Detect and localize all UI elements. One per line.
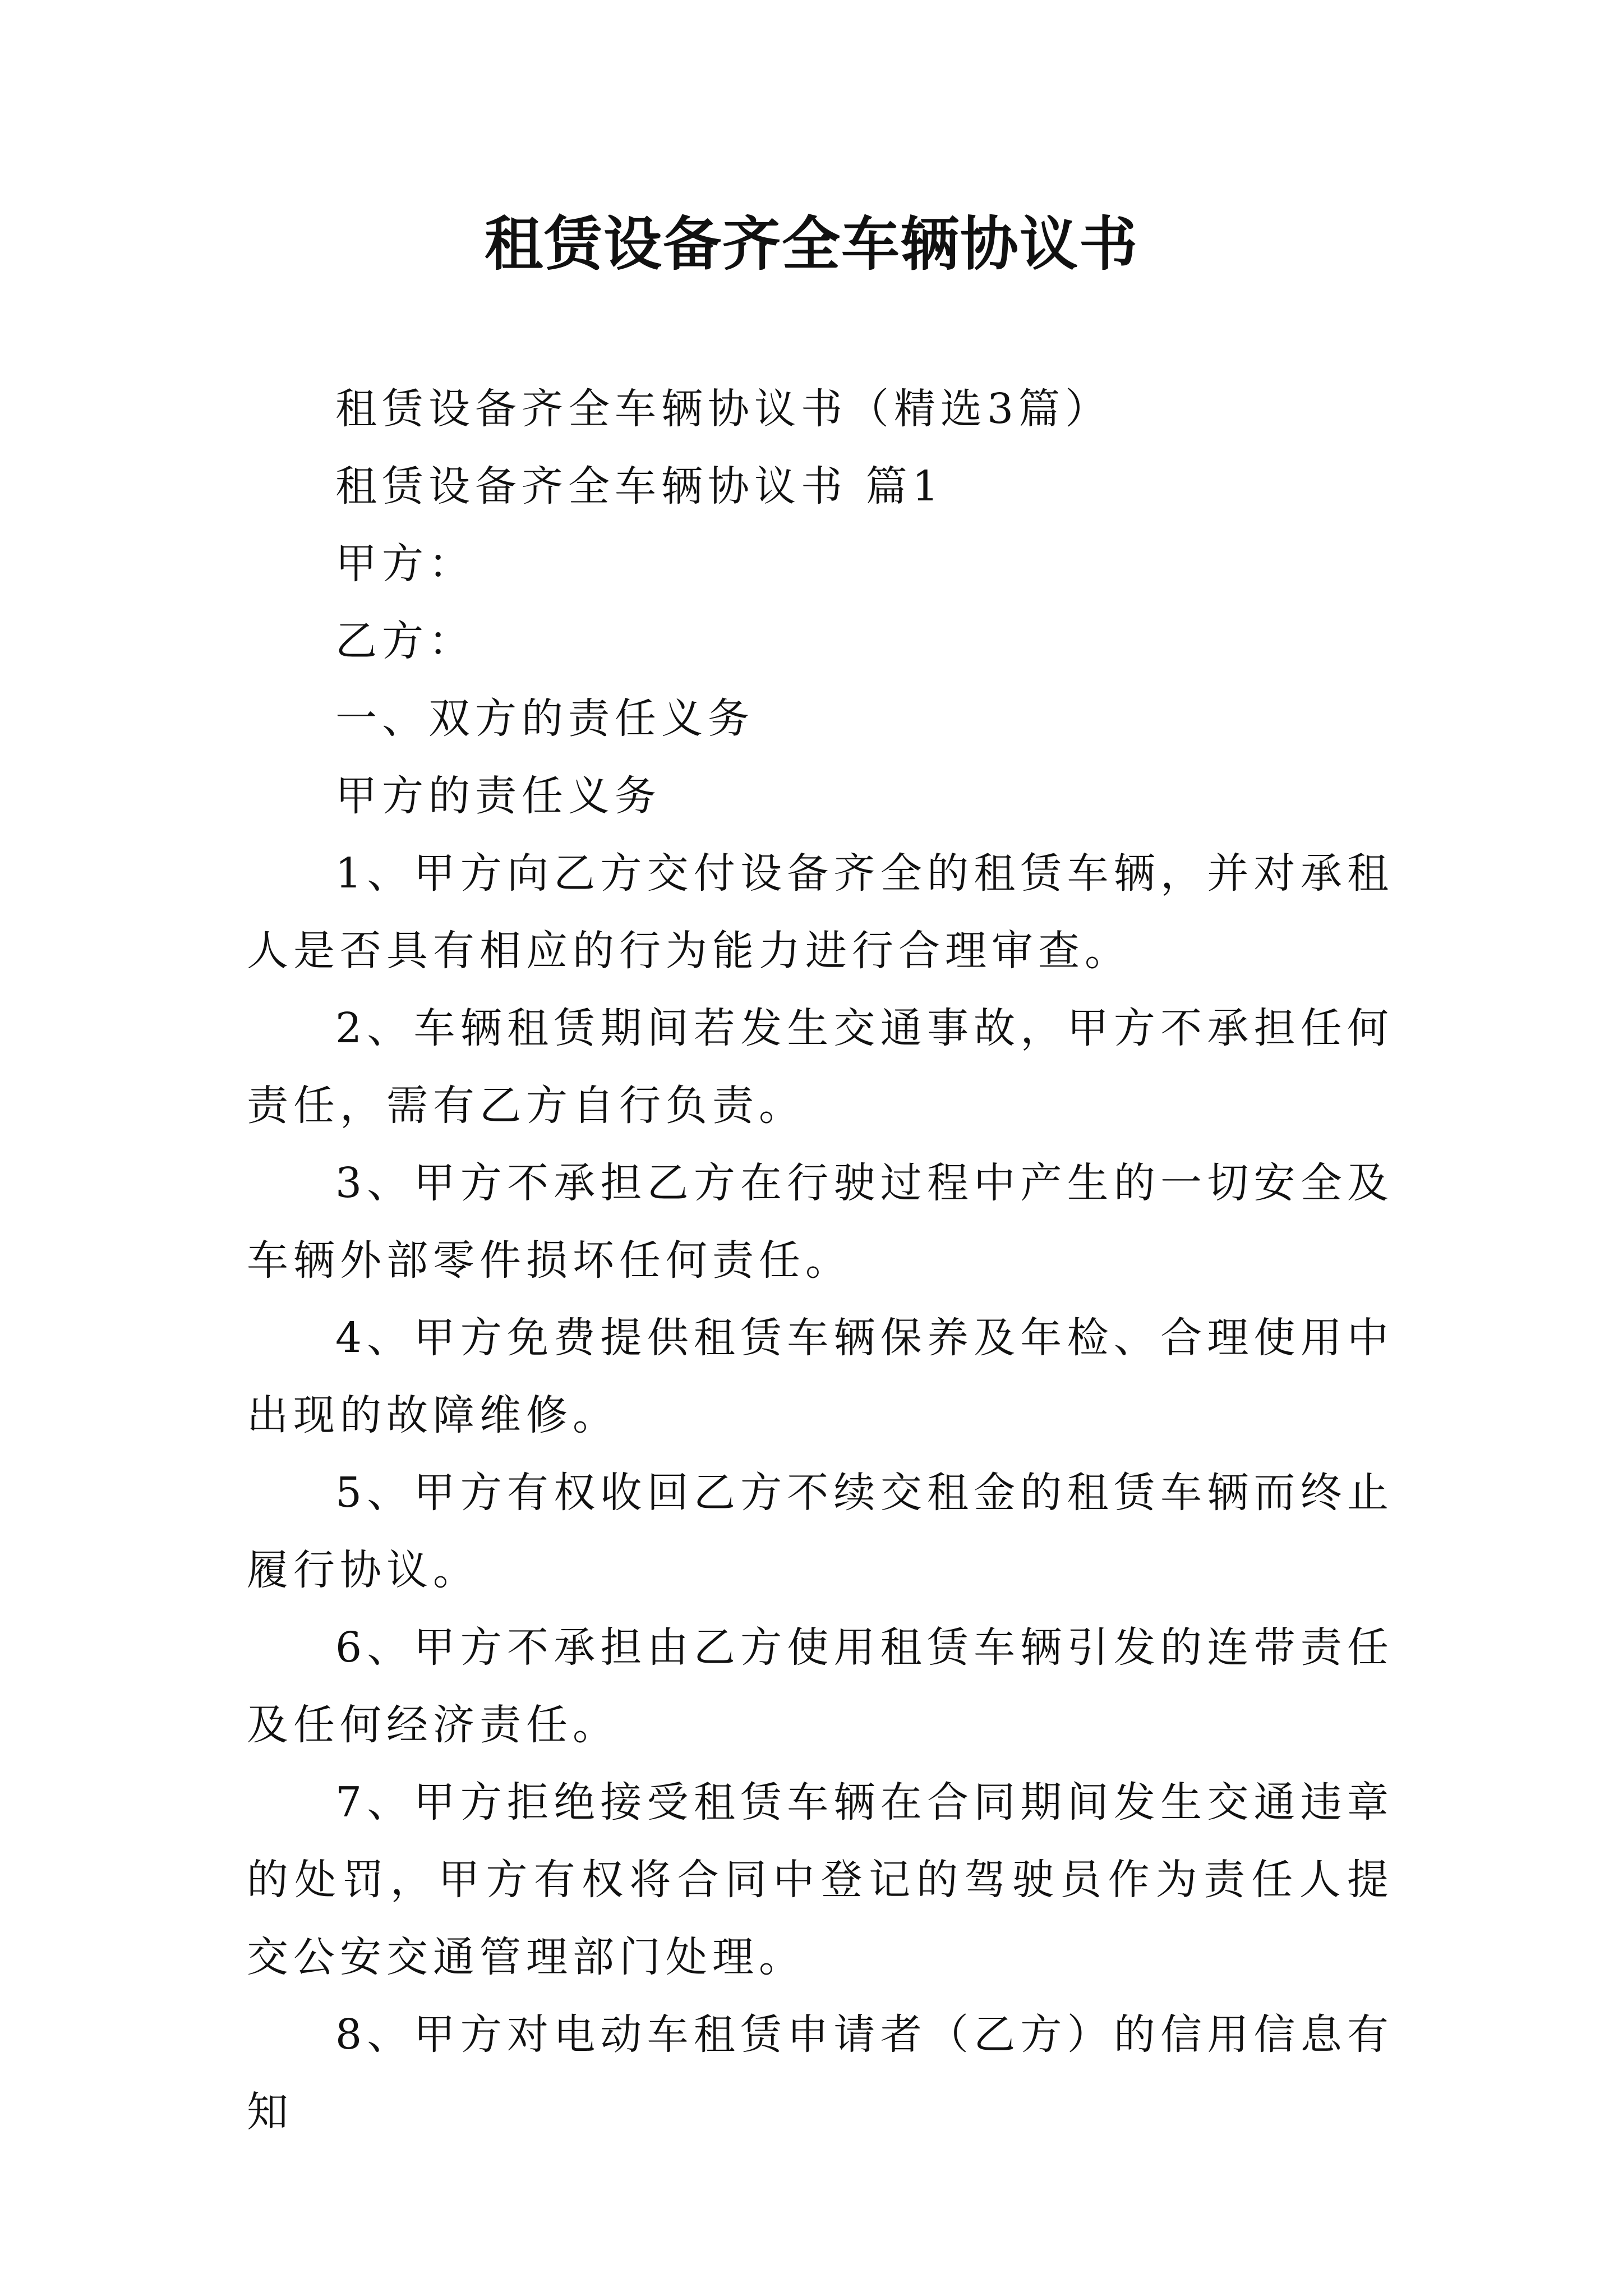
document-title: 租赁设备齐全车辆协议书 [484, 209, 1138, 278]
paragraph-party-a-duties-heading: 甲方的责任义务 [335, 772, 661, 820]
paragraph-item-8: 8、甲方对电动车租赁申请者（乙方）的信用信息有知 [247, 2010, 1394, 2136]
paragraph-item-6: 6、甲方不承担由乙方使用租赁车辆引发的连带责任及任何经济责任。 [247, 1623, 1394, 1749]
paragraph-item-5: 5、甲方有权收回乙方不续交租金的租赁车辆而终止履行协议。 [247, 1469, 1394, 1594]
paragraph-item-2: 2、车辆租赁期间若发生交通事故，甲方不承担任何责任，需有乙方自行负责。 [247, 1004, 1394, 1130]
paragraph-party-b: 乙方： [335, 617, 475, 665]
paragraph-item-4: 4、甲方免费提供租赁车辆保养及年检、合理使用中出现的故障维修。 [247, 1314, 1394, 1439]
paragraph-item-3: 3、甲方不承担乙方在行驶过程中产生的一切安全及车辆外部零件损坏任何责任。 [247, 1159, 1394, 1285]
paragraph-item-7: 7、甲方拒绝接受租赁车辆在合同期间发生交通违章的处罚，甲方有权将合同中登记的驾驶员作为责任人提交公安交通管理部门处理。 [247, 1778, 1394, 1981]
paragraph-clause-heading: 一、双方的责任义务 [335, 694, 754, 743]
document-body [247, 370, 1394, 2151]
paragraph-section-heading: 租赁设备齐全车辆协议书 篇1 [335, 462, 944, 510]
paragraph-subtitle: 租赁设备齐全车辆协议书（精选3篇） [335, 385, 1112, 433]
paragraph-item-1: 1、甲方向乙方交付设备齐全的租赁车辆，并对承租人是否具有相应的行为能力进行合理审查。 [247, 849, 1394, 975]
paragraph-party-a: 甲方： [335, 540, 475, 588]
